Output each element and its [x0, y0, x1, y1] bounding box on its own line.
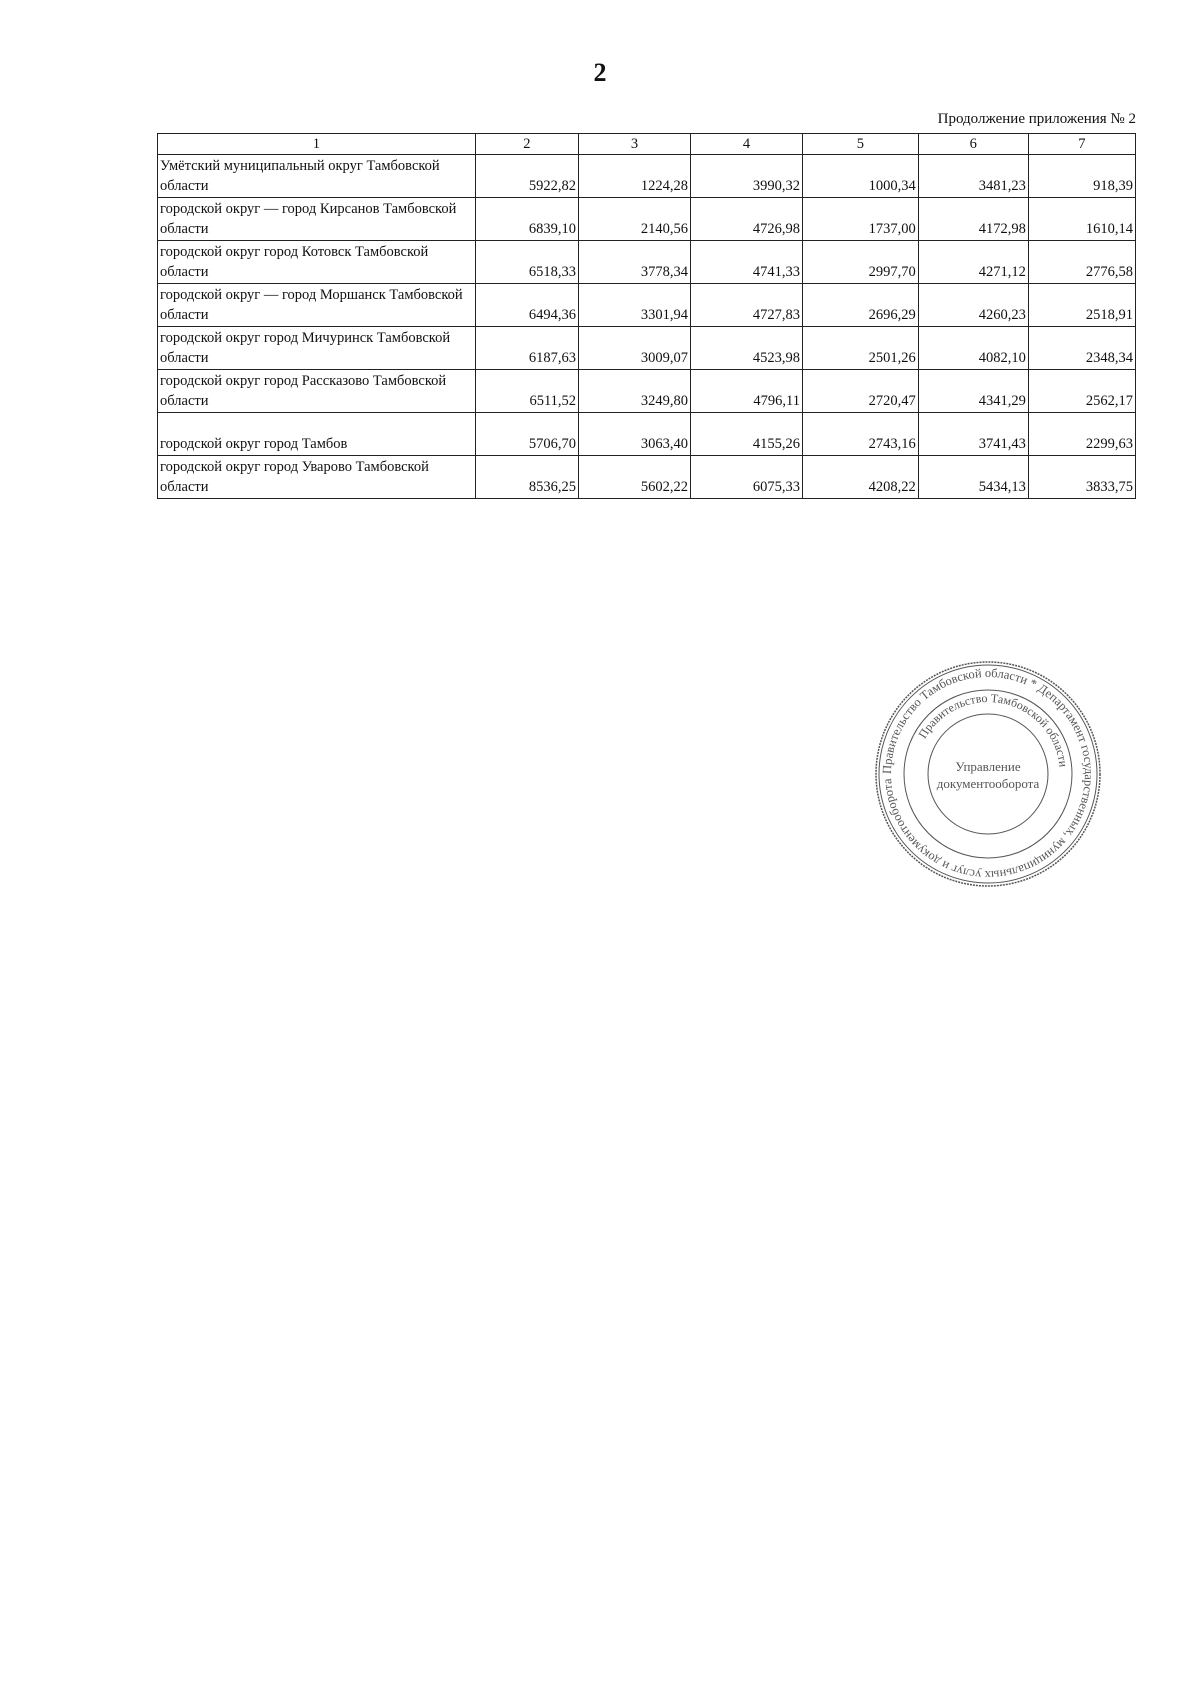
official-stamp — [872, 658, 1104, 890]
table-cell: 4741,33 — [691, 241, 803, 284]
column-header: 6 — [918, 134, 1028, 155]
table-cell: 1610,14 — [1028, 198, 1135, 241]
municipality-name: Умётский муниципальный округ Тамбовской области — [158, 155, 476, 198]
table-cell: 4260,23 — [918, 284, 1028, 327]
stamp-seal-icon — [872, 658, 1104, 890]
table-cell: 4172,98 — [918, 198, 1028, 241]
table-cell: 4796,11 — [691, 370, 803, 413]
column-header: 2 — [475, 134, 578, 155]
table-cell: 6518,33 — [475, 241, 578, 284]
table-row — [158, 327, 1136, 370]
table-cell: 2696,29 — [802, 284, 918, 327]
page-number: 2 — [593, 58, 607, 87]
table-cell: 2720,47 — [802, 370, 918, 413]
column-header: 3 — [579, 134, 691, 155]
table-cell: 2299,63 — [1028, 413, 1135, 456]
table-row — [158, 456, 1136, 499]
stamp-center-line2: документооборота — [936, 776, 1040, 791]
municipality-name: городской округ город Тамбов — [158, 413, 476, 456]
table-cell: 3778,34 — [579, 241, 691, 284]
table-cell: 8536,25 — [475, 456, 578, 499]
table-row — [158, 241, 1136, 284]
table-cell: 4208,22 — [802, 456, 918, 499]
table-cell: 4726,98 — [691, 198, 803, 241]
stamp-outer-text: Правительство Тамбовской области * Департамент государственных, муниципальных услуг и документооборота — [879, 665, 1097, 883]
table-cell: 4523,98 — [691, 327, 803, 370]
table-cell: 1737,00 — [802, 198, 918, 241]
table-cell: 6511,52 — [475, 370, 578, 413]
municipality-name: городской округ — город Моршанск Тамбовской области — [158, 284, 476, 327]
table-row — [158, 198, 1136, 241]
table-row — [158, 413, 1136, 456]
column-header: 7 — [1028, 134, 1135, 155]
table-row — [158, 284, 1136, 327]
data-table — [157, 133, 1136, 499]
table-cell: 4155,26 — [691, 413, 803, 456]
svg-text:Правительство Тамбовской облас — [915, 691, 1070, 769]
table-cell: 6839,10 — [475, 198, 578, 241]
table-cell: 2743,16 — [802, 413, 918, 456]
municipality-name: городской округ город Котовск Тамбовской области — [158, 241, 476, 284]
table-cell: 5922,82 — [475, 155, 578, 198]
table-cell: 5706,70 — [475, 413, 578, 456]
stamp-center-line1: Управление — [955, 759, 1021, 774]
table-cell: 6187,63 — [475, 327, 578, 370]
table-cell: 1000,34 — [802, 155, 918, 198]
municipality-name: городской округ город Рассказово Тамбовской области — [158, 370, 476, 413]
table-cell: 2140,56 — [579, 198, 691, 241]
municipality-name: городской округ город Уварово Тамбовской области — [158, 456, 476, 499]
table-row — [158, 155, 1136, 198]
table-cell: 2776,58 — [1028, 241, 1135, 284]
table-cell: 3990,32 — [691, 155, 803, 198]
table-cell: 4341,29 — [918, 370, 1028, 413]
table-cell: 4727,83 — [691, 284, 803, 327]
stamp-inner-text: Правительство Тамбовской области — [915, 690, 1071, 768]
table-cell: 4271,12 — [918, 241, 1028, 284]
column-header: 4 — [691, 134, 803, 155]
appendix-caption: Продолжение приложения № 2 — [937, 111, 1136, 127]
table-cell: 918,39 — [1028, 155, 1135, 198]
table-header-row — [158, 134, 1136, 155]
table-cell: 3833,75 — [1028, 456, 1135, 499]
table-cell: 3063,40 — [579, 413, 691, 456]
table-cell: 3249,80 — [579, 370, 691, 413]
table-cell: 1224,28 — [579, 155, 691, 198]
table-cell: 2562,17 — [1028, 370, 1135, 413]
table-cell: 3301,94 — [579, 284, 691, 327]
column-header: 5 — [802, 134, 918, 155]
table-cell: 5602,22 — [579, 456, 691, 499]
table-cell: 6494,36 — [475, 284, 578, 327]
table-cell: 2348,34 — [1028, 327, 1135, 370]
table-cell: 3741,43 — [918, 413, 1028, 456]
table-cell: 5434,13 — [918, 456, 1028, 499]
municipality-name: городской округ город Мичуринск Тамбовской области — [158, 327, 476, 370]
table-cell: 6075,33 — [691, 456, 803, 499]
column-header: 1 — [158, 134, 476, 155]
table-cell: 2997,70 — [802, 241, 918, 284]
table-cell: 3481,23 — [918, 155, 1028, 198]
table-cell: 3009,07 — [579, 327, 691, 370]
table-cell: 4082,10 — [918, 327, 1028, 370]
table-cell: 2501,26 — [802, 327, 918, 370]
table-row — [158, 370, 1136, 413]
table-cell: 2518,91 — [1028, 284, 1135, 327]
municipality-name: городской округ — город Кирсанов Тамбовской области — [158, 198, 476, 241]
